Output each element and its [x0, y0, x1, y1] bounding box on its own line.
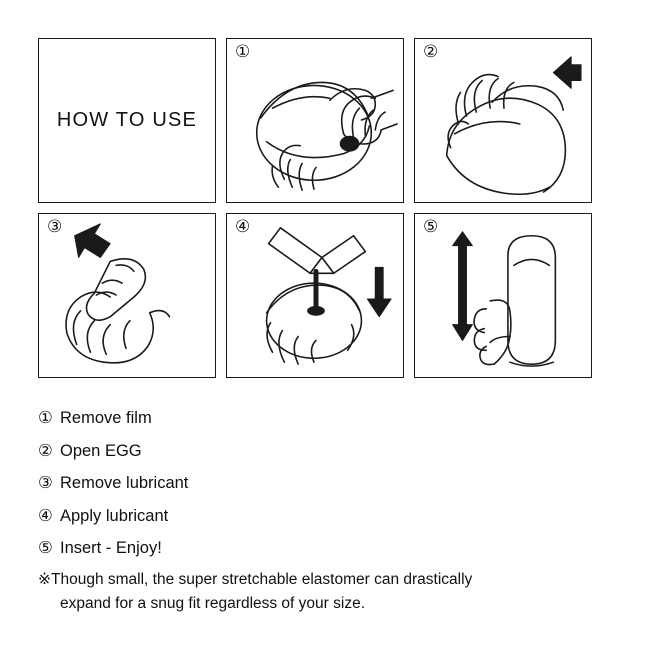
step-number-1: ①: [235, 42, 251, 61]
footnote-line-1: Though small, the super stretchable elastomer can drastically: [51, 571, 473, 588]
legend-number-1: ①: [38, 409, 53, 427]
legend-list: [38, 410, 618, 573]
panel-row-bottom: [38, 213, 612, 378]
legend-number-4: ④: [38, 506, 53, 525]
illustration-remove-lubricant: [39, 214, 215, 377]
step-number-5: ⑤: [423, 217, 439, 236]
step-number-3: ③: [47, 217, 63, 236]
page-title: HOW TO USE: [56, 109, 198, 131]
legend-label-4: Apply lubricant: [60, 506, 169, 525]
legend-item-1: [38, 410, 618, 427]
legend-label-3: Remove lubricant: [60, 474, 189, 492]
illustration-open-egg: [415, 39, 591, 202]
illustration-insert-enjoy: [415, 214, 591, 377]
legend-label-1: Remove film: [60, 409, 152, 427]
panel-grid: [38, 38, 612, 378]
panel-row-top: [38, 38, 612, 203]
legend-label-2: Open EGG: [60, 441, 142, 460]
illustration-remove-film: [227, 39, 403, 202]
panel-step-3: [38, 213, 216, 378]
legend-number-3: ③: [38, 474, 53, 492]
legend-item-2: [38, 443, 618, 460]
legend-item-3: [38, 475, 618, 492]
footnote-mark: ※: [38, 571, 51, 588]
illustration-apply-lubricant: [227, 214, 403, 377]
legend-number-5: ⑤: [38, 539, 53, 557]
footnote-line-2: expand for a snug fit regardless of your size.: [60, 595, 365, 613]
footnote: [38, 568, 616, 616]
legend-item-4: [38, 508, 618, 525]
step-number-2: ②: [423, 42, 439, 61]
legend-label-5: Insert - Enjoy!: [60, 539, 162, 557]
panel-step-2: [414, 38, 592, 203]
panel-step-5: [414, 213, 592, 378]
panel-title: [38, 38, 216, 203]
legend-number-2: ②: [38, 441, 53, 460]
step-number-4: ④: [235, 217, 251, 236]
panel-step-1: [226, 38, 404, 203]
panel-step-4: [226, 213, 404, 378]
legend-item-5: [38, 540, 618, 557]
